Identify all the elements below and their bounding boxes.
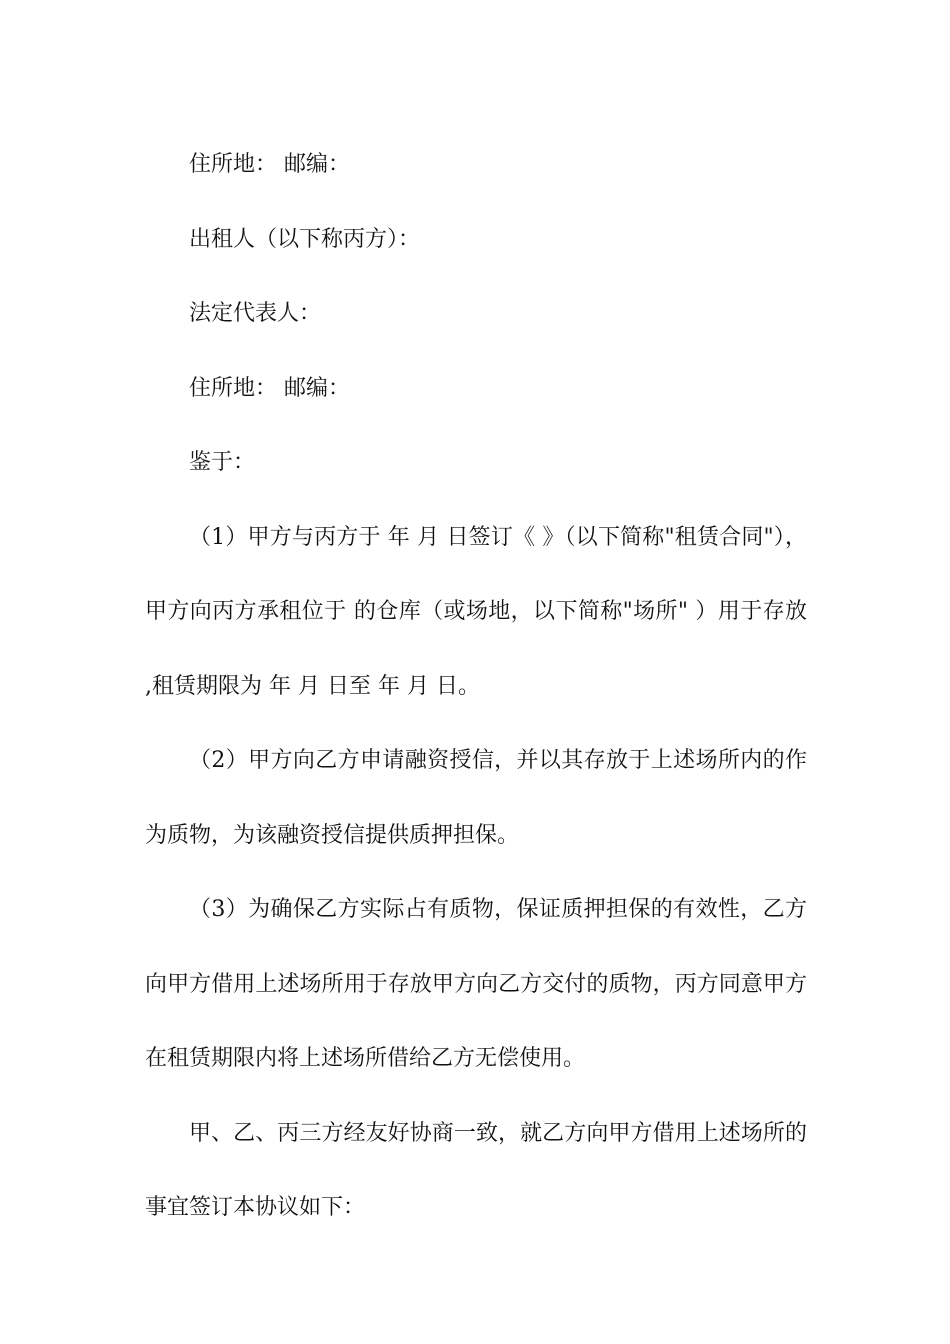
whereas-heading: 鉴于： (189, 450, 256, 475)
lessor-address-line: 住所地： 邮编： (189, 375, 350, 401)
document-body (145, 128, 807, 1246)
recital-3: （3）为确保乙方实际占有质物，保证质押担保的有效性，乙方向甲方借用上述场所用于存放甲方向乙方交付的质物，丙方同意甲方在租赁期限内将上述场所借给乙方无偿使用。 (145, 897, 807, 1071)
recital-1: （1）甲方与丙方于 年 月 日签订《 》（以下简称"租赁合同"），甲方向丙方承租位于 的仓库（或场地，以下简称"场所" ）用于存放 ,租赁期限为 年 月 日至 年 月 日。 (145, 524, 807, 699)
lessee-address-line: 住所地： 邮编： (189, 152, 350, 177)
agreement-intro: 甲、乙、丙三方经友好协商一致，就乙方向甲方借用上述场所的事宜签订本协议如下： (145, 1120, 807, 1220)
legal-representative-line: 法定代表人： (189, 301, 322, 326)
recital-2: （2）甲方向乙方申请融资授信，并以其存放于上述场所内的作为质物，为该融资授信提供质押担保。 (145, 748, 807, 848)
lessor-line: 出租人（以下称丙方）： (189, 226, 421, 252)
